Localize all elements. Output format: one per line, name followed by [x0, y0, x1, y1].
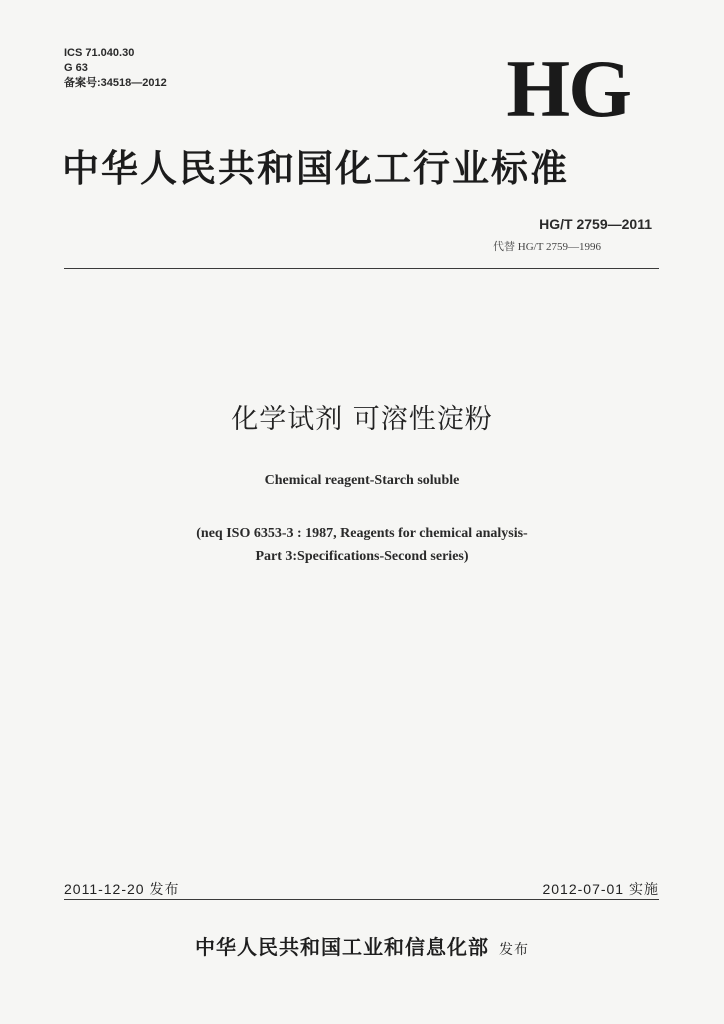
- issue-date: 2011-12-20 发布: [64, 881, 180, 897]
- english-title: Chemical reagent-Starch soluble: [264, 473, 460, 488]
- hg-logo: HG: [506, 43, 630, 134]
- record-number: 备案号:34518—2012: [64, 77, 167, 89]
- implementation-date: 2012-07-01 实施: [542, 881, 659, 897]
- equivalence-line-1: (neq ISO 6353-3 : 1987, Reagents for chemical analysis-: [196, 526, 528, 541]
- bottom-divider: [64, 899, 659, 900]
- replaces-standard: 代替 HG/T 2759—1996: [493, 241, 601, 253]
- classification-codes: [64, 46, 167, 91]
- issuer-line: [0, 933, 724, 964]
- ics-code: ICS 71.040.30: [64, 47, 135, 59]
- issuer-name: 中华人民共和国工业和信息化部: [195, 935, 489, 959]
- standard-number: HG/T 2759—2011: [539, 216, 652, 232]
- equivalence-note: [0, 522, 724, 568]
- chinese-title: 化学试剂 可溶性淀粉: [231, 404, 493, 435]
- equivalence-line-2: Part 3:Specifications-Second series): [255, 549, 469, 564]
- standard-type-heading: 中华人民共和国化工行业标准: [62, 146, 569, 190]
- top-divider: [64, 268, 659, 269]
- publish-label: 发布: [499, 942, 529, 958]
- ccs-code: G 63: [64, 62, 88, 74]
